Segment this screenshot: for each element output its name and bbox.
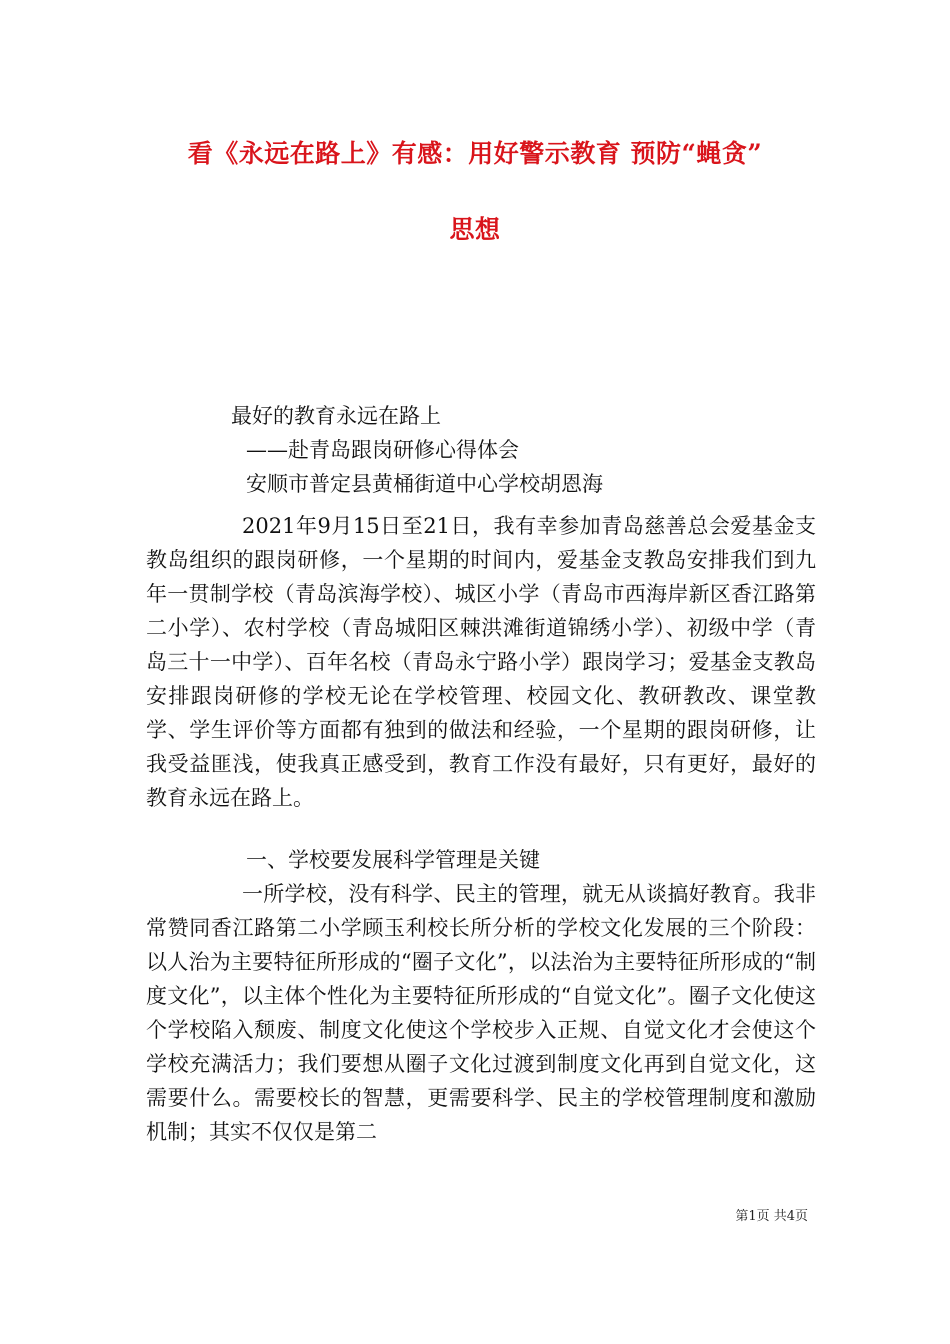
document-title-line-2: 思想 [449, 215, 501, 244]
section-1-heading: 一、学校要发展科学管理是关键 [246, 848, 540, 872]
article-author: 安顺市普定县黄桶街道中心学校胡恩海 [246, 472, 603, 496]
paragraph-1: 2021年9月15日至21日，我有幸参加青岛慈善总会爱基金支教岛组织的跟岗研修，一个星期的时间内，爱基金支教岛安排我们到九年一贯制学校（青岛滨海学校）、城区小学（青岛市西海岸新区香江路第二小学）、农村学校（青岛城阳区棘洪滩街道锦绣小学）、初级中学（青岛三十一中学）、百年名校（青岛永宁路小学）跟岗学习；爱基金支教岛安排跟岗研修的学校无论在学校管理、校园文化、教研教改、课堂教学、学生评价等方面都有独到的做法和经验，一个星期的跟岗研修，让我受益匪浅，使我真正感受到，教育工作没有最好，只有更好，最好的教育永远在路上。 [146, 514, 816, 810]
paragraph-2: 一所学校，没有科学、民主的管理，就无从谈搞好教育。我非常赞同香江路第二小学顾玉利校长所分析的学校文化发展的三个阶段：以人治为主要特征所形成的“圈子文化”，以法治为主要特征所形成的“制度文化”，以主体个性化为主要特征所形成的“自觉文化”。圈子文化使这个学校陷入颓废、制度文化使这个学校步入正规、自觉文化才会使这个学校充满活力；我们要想从圈子文化过渡到制度文化再到自觉文化，这需要什么。需要校长的智慧，更需要科学、民主的学校管理制度和激励机制；其实不仅仅是第二 [146, 882, 816, 1144]
article-subheading: ——赴青岛跟岗研修心得体会 [246, 438, 519, 462]
document-title-line-1: 看《永远在路上》有感：用好警示教育 预防“蝇贪” [187, 139, 763, 168]
article-heading: 最好的教育永远在路上 [231, 404, 441, 428]
page-number-footer: 第1页 共4页 [735, 1209, 808, 1224]
